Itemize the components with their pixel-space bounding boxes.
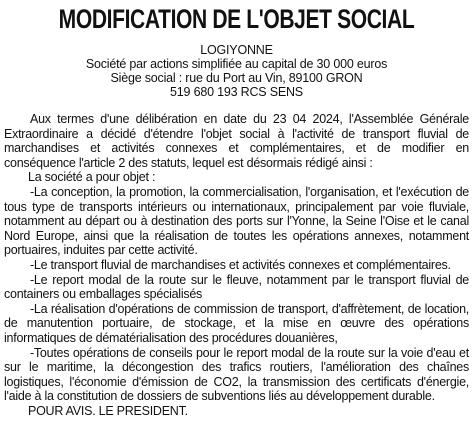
- paragraph-object-consulting: -Toutes opérations de conseils pour le report modal de la route sur la voie d'eau et sur le maritime, la décongestion des trafics routiers, l'amélioration des chaînes logistiques, l'économie d'émission de CO2, la transmission des certificats d'énergie, l'aide à la constitution de dossiers de subventions liés au développement durable.: [4, 345, 469, 404]
- company-registration: 519 680 193 RCS SENS: [170, 85, 303, 99]
- paragraph-object-intro: La société a pour objet :: [28, 170, 156, 185]
- company-name: LOGIYONNE: [200, 43, 273, 57]
- paragraph-deliberation: Aux termes d'une délibération en date du 23 04 2024, l'Assemblée Générale Extraordinaire a décidé d'étendre l'objet social à l'activité de transport fluvial de marchandises et activités connexes et complémentaires, et de modifier en conséquence l'article 2 des statuts, lequel est désormais rédigé ainsi :: [4, 112, 469, 170]
- company-head-office: Siège social : rue du Port au Vin, 89100 GRON: [110, 71, 363, 85]
- paragraph-object-modal-report: -Le report modal de la route sur le fleuve, notamment par le transport fluvial de containers ou emballages spécialisés: [4, 272, 469, 302]
- company-header: [4, 43, 469, 99]
- company-legal-form: Société par actions simplifiée au capital de 30 000 euros: [85, 57, 388, 71]
- notice-body: [4, 112, 469, 418]
- paragraph-object-commission: -La réalisation d'opérations de commission de transport, d'affrètement, de location, de manutention portuaire, de stockage, et la mise en œuvre des opérations informatiques de dématérialisation des procédures douanières,: [4, 301, 469, 345]
- paragraph-signature: POUR AVIS. LE PRESIDENT.: [28, 403, 188, 418]
- paragraph-object-conception: -La conception, la promotion, la commercialisation, l'organisation, et l'exécution de tous type de transports intérieurs ou internationaux, principalement par voie fluviale, notamment au départ ou à destination des ports sur l'Yonne, la Seine l'Oise et le canal Nord Europe, ainsi que la réalisation de toutes les opérations annexes, notamment portuaires, induites par cette activité.: [4, 184, 469, 258]
- paragraph-object-transport: -Le transport fluvial de marchandises et activités connexes et complémentaires.: [30, 257, 451, 272]
- notice-title: MODIFICATION DE L'OBJET SOCIAL: [58, 4, 415, 34]
